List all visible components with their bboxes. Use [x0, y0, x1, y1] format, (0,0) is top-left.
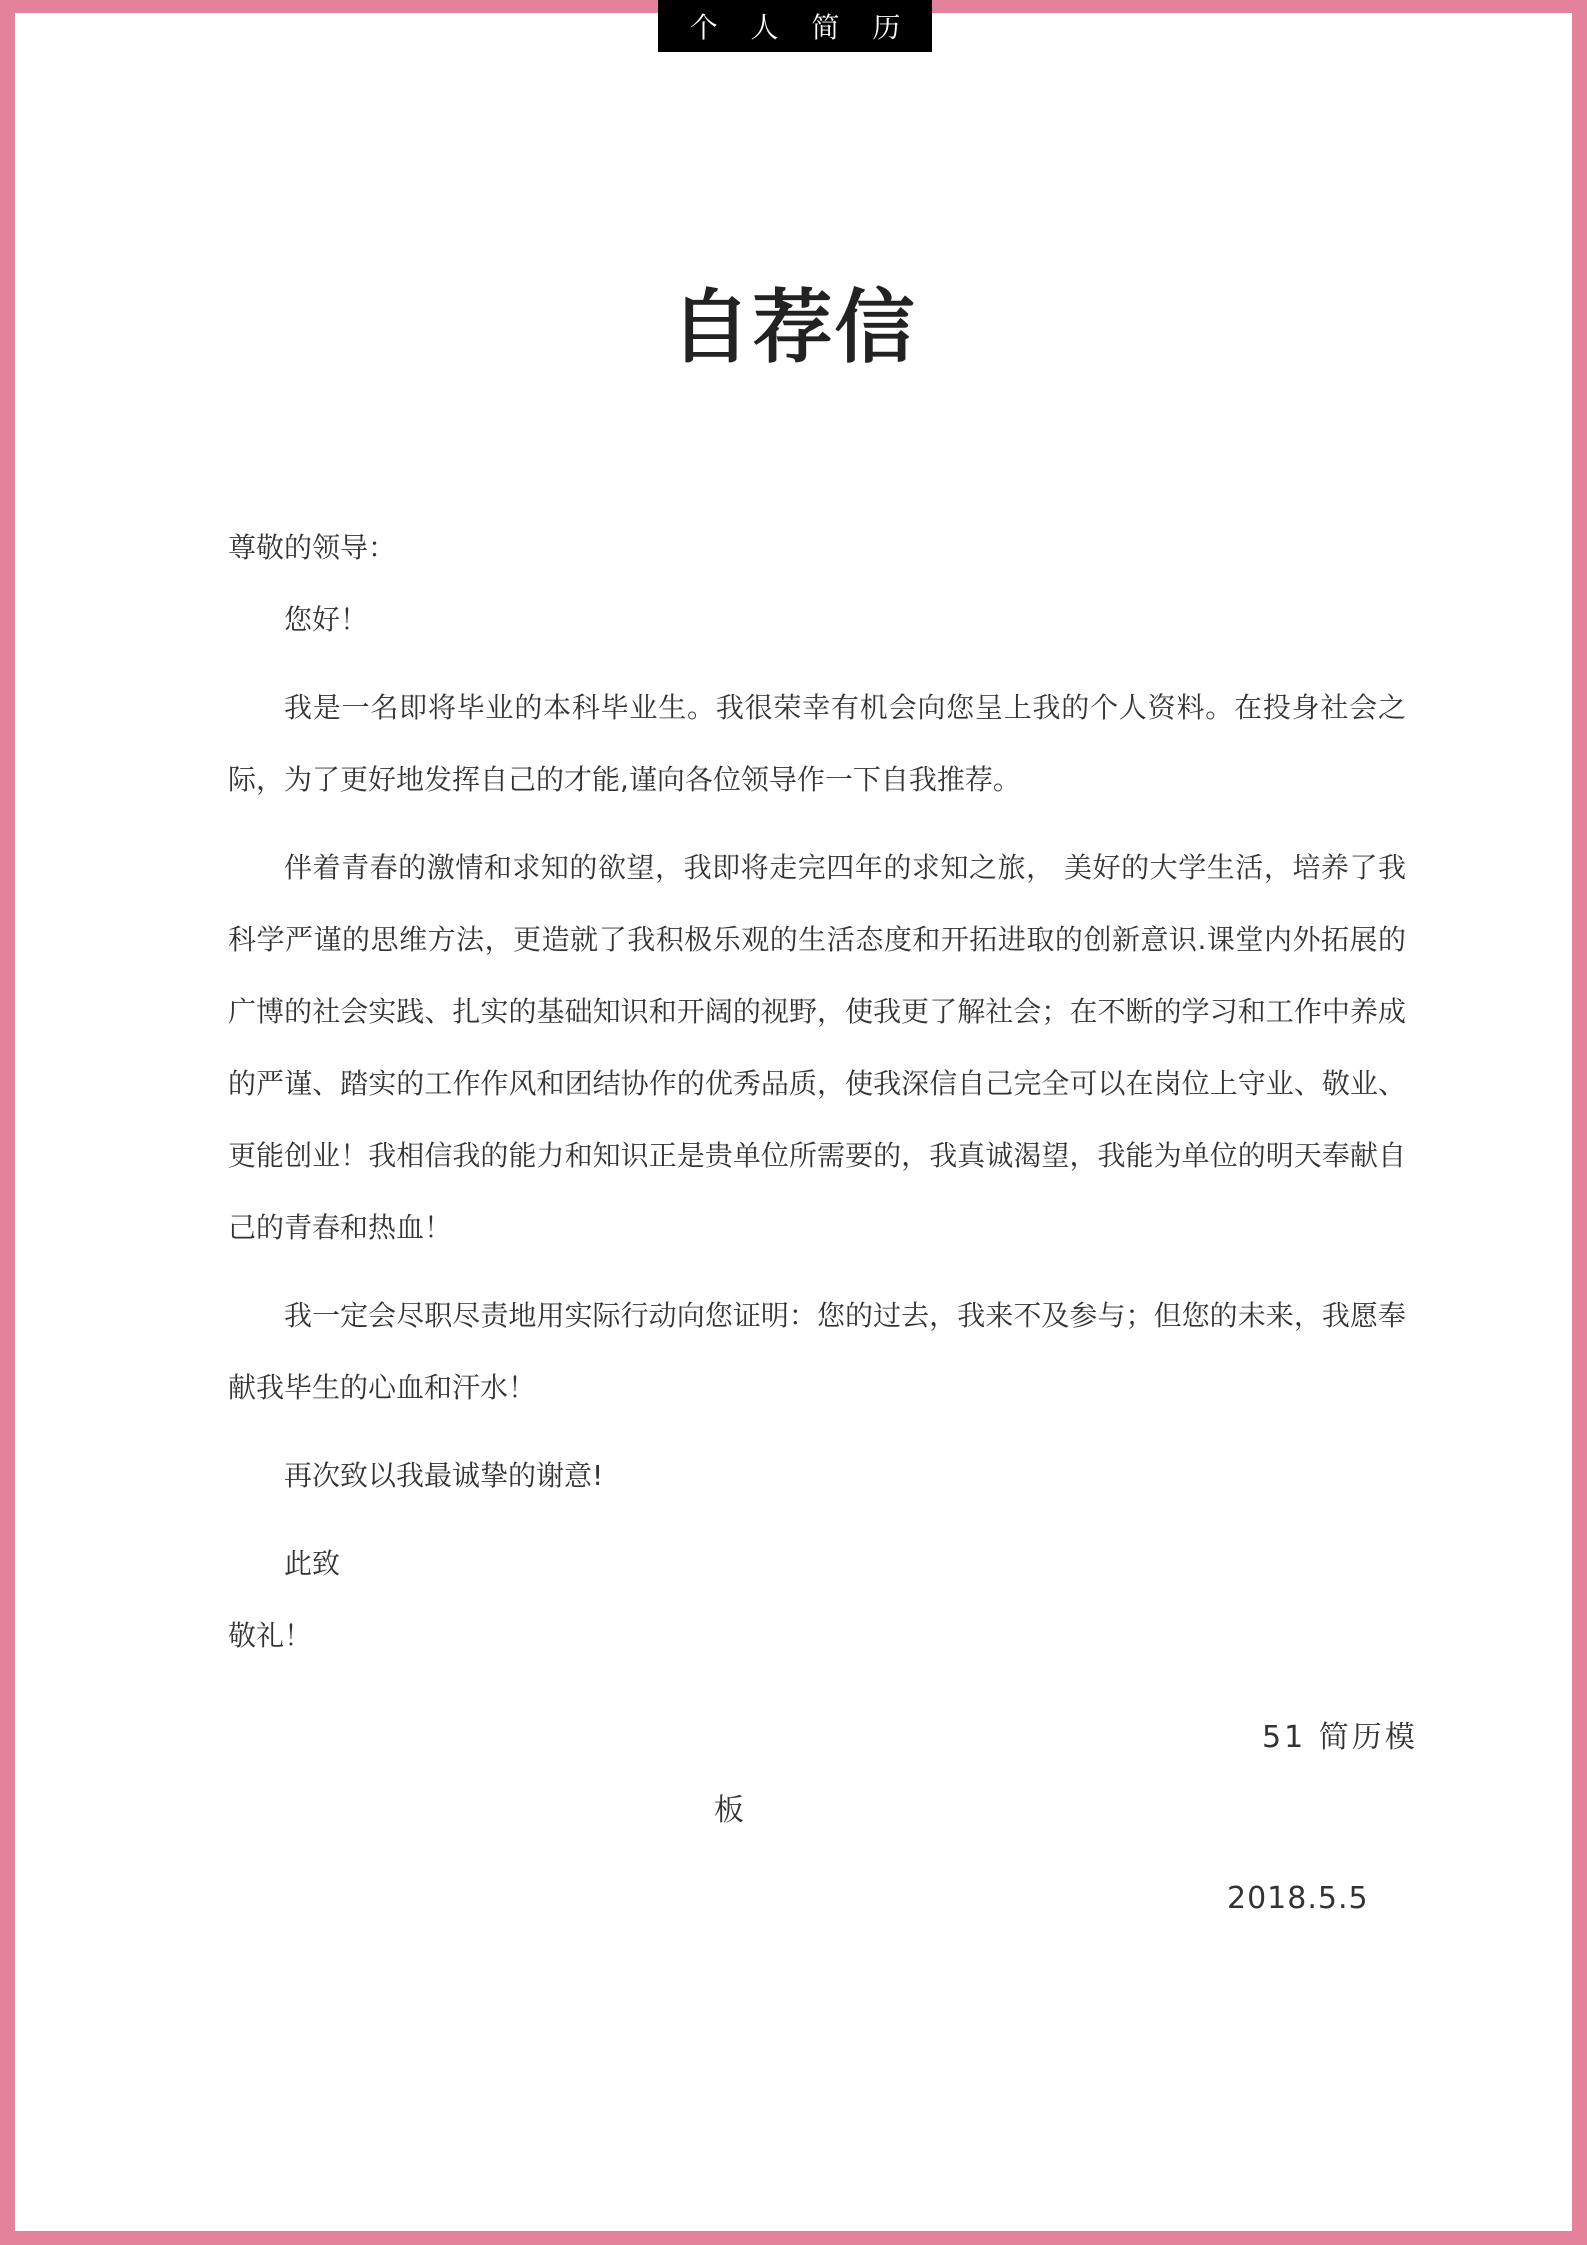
greeting: 您好！ [284, 603, 369, 636]
resume-tab-label: 个 人 简 历 [658, 0, 932, 52]
signature-date: 2018.5.5 [1227, 1881, 1369, 1916]
signature-name: 51 简历模 [1262, 1720, 1418, 1755]
paragraph-commitment: 我一定会尽职尽责地用实际行动向您证明：您的过去，我来不及参与；但您的未来，我愿奉献我毕生的心血和汗水！ [228, 1299, 1406, 1404]
paragraph-intro: 我是一名即将毕业的本科毕业生。我很荣幸有机会向您呈上我的个人资料。在投身社会之际，为了更好地发挥自己的才能,谨向各位领导作一下自我推荐。 [228, 691, 1406, 796]
page-title: 自荐信 [670, 281, 917, 374]
salutation: 尊敬的领导： [228, 531, 397, 564]
signature-name-continued: 板 [714, 1793, 744, 1828]
regards: 敬礼！ [228, 1619, 313, 1652]
paragraph-experience: 伴着青春的激情和求知的欲望，我即将走完四年的求知之旅， 美好的大学生活，培养了我科学严谨的思维方法，更造就了我积极乐观的生活态度和开拓进取的创新意识.课堂内外拓展的广博的社会实践、扎实的基础知识和开阔的视野，使我更了解社会；在不断的学习和工作中养成的严谨、踏实的工作作风和团结协作的优秀品质，使我深信自己完全可以在岗位上守业、敬业、更能创业！我相信我的能力和知识正是贵单位所需要的，我真诚渴望，我能为单位的明天奉献自己的青春和热血！ [228, 851, 1406, 1244]
letter-body [228, 512, 1406, 1672]
paragraph-thanks: 再次致以我最诚挚的谢意! [284, 1459, 604, 1492]
closing: 此致 [284, 1547, 341, 1580]
